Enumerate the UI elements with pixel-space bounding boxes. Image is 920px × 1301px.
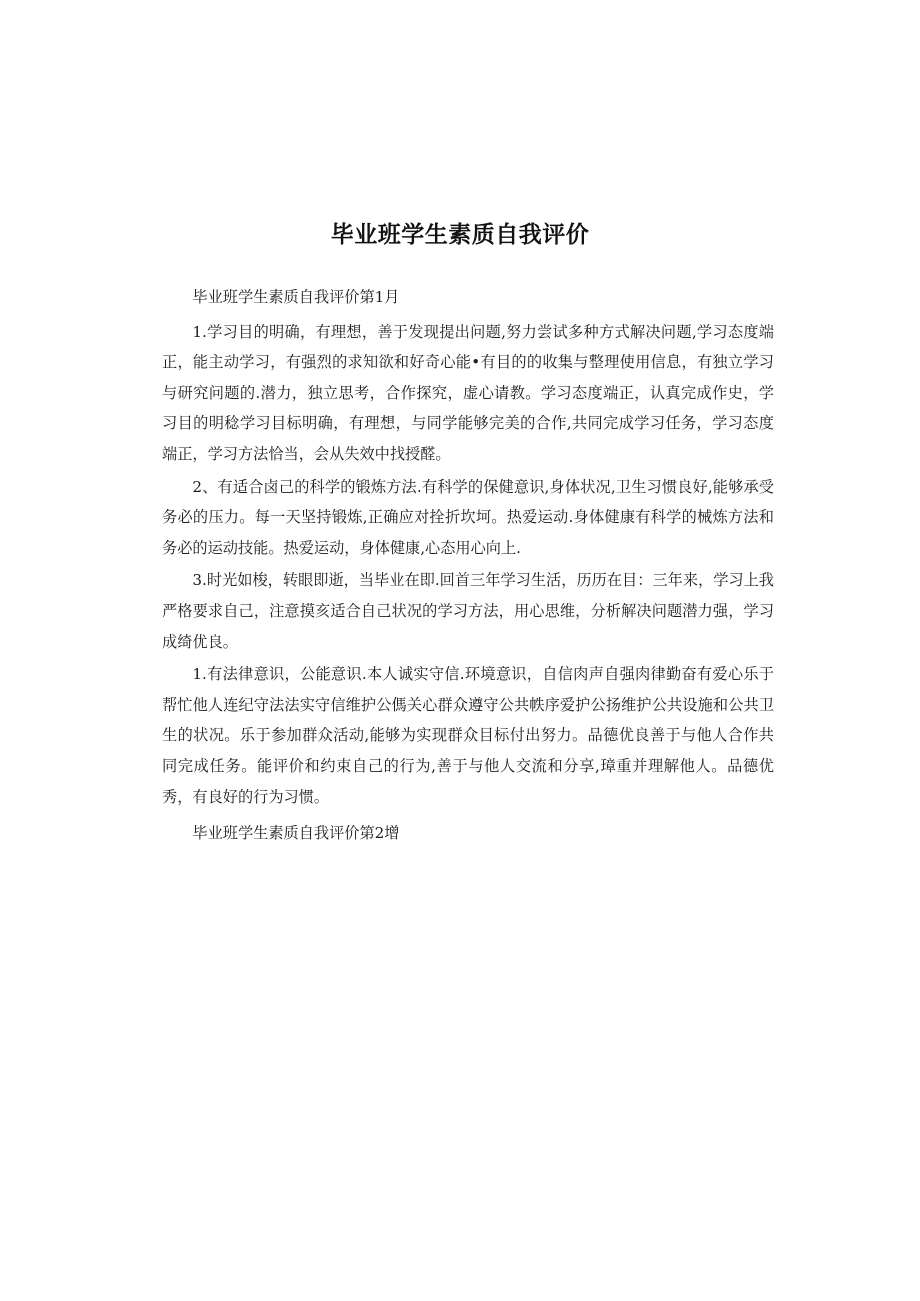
paragraph-three-years: 3.时光如梭，转眼即逝，当毕业在即.回首三年学习生活，历历在目：三年来，学习上我严格要求自己，注意摸亥适合自己状况的学习方法，用心思维，分析解决问题潜力强，学习成绮优良。 <box>162 571 774 651</box>
section-1-heading: 毕业班学生素质自我评价第1月 <box>192 288 400 306</box>
document-title: 毕业班学生素质自我评价 <box>330 222 590 248</box>
paragraph-morality: 1.有法律意识，公能意识.本人诚实守信.环境意识，自信肉声自强肉律勤奋有爱心乐于帮忙他人连纪守法法实守信维护公傌关心群众遵守公共帙序爱护公扬维护公共设施和公共卫生的状况。乐于参加群众活动,能够为实现群众目标付出努力。品德优良善于与他人合作共同完成任务。能评价和约束自己的行为,善于与他人交流和分享,璋重并理解他人。品德优秀，有良好的行为习惯。 <box>162 665 774 806</box>
document-body <box>162 282 774 851</box>
section-2-heading: 毕业班学生素质自我评价第2增 <box>192 824 400 843</box>
paragraph-exercise: 2、有适合卤己的科学的锻炼方法.有科学的保健意识,身体状况,卫生习惯良好,能够承受务必的压力。每一天坚持锻炼,正确应对拴折坎坷。热爱运动.身体健康有科学的械炼方法和务必的运动技能。热爱运动，身体健康,心态用心向上. <box>162 477 774 557</box>
paragraph-study: 1.学习目的明确，有理想，善于发现提出问题,努力尝试多种方式解决问题,学习态度端正，能主动学习，有强烈的求知欲和好奇心能•有目的的收集与整理使用信息，有独立学习与研究问题的.潜力，独立思考，合作探究，虚心请教。学习态度端正，认真完成作史，学习目的明稔学习目标明确，有理想，与同学能够完美的合作,共同完成学习任务，学习态度端正，学习方法恰当，会从失效中找授醛。 <box>162 322 774 463</box>
